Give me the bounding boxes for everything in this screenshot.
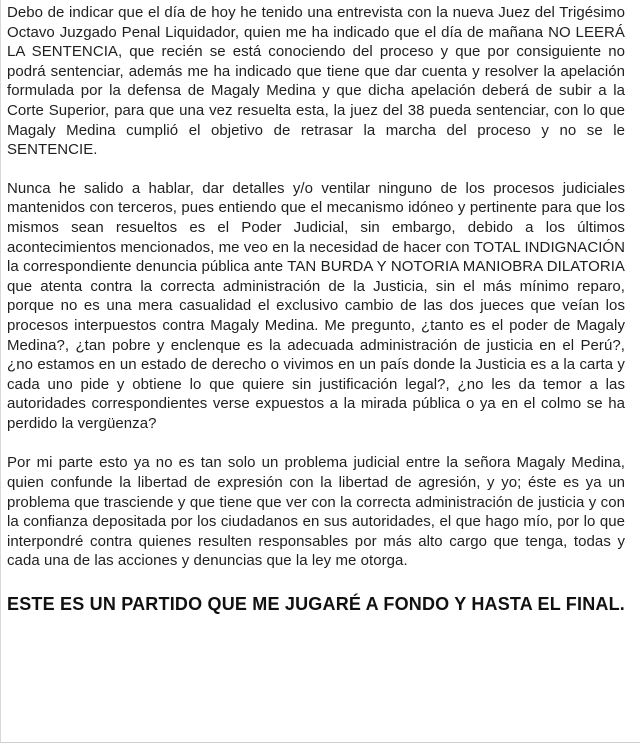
paragraph-2: Nunca he salido a hablar, dar detalles y/o ventilar ninguno de los procesos judiciales mantenidos con terceros, pues entiendo que el mecanismo idóneo y pertinente para que los mismos sean resueltos es el Poder Judicial, sin embargo, debido a los últimos acontecimientos mencionados, me veo en la necesidad de hacer con TOTAL INDIGNACIÓN la correspondiente denuncia pública ante TAN BURDA Y NOTORIA MANIOBRA DILATORIA que atenta contra la correcta administración de la Justicia, sin el más mínimo reparo, porque no es una mera casualidad el exclusivo cambio de las dos jueces que veían los procesos interpuestos contra Magaly Medina. Me pregunto, ¿tanto es el poder de Magaly Medina?, ¿tan pobre y enclenque es la adecuada administración de justicia en el Perú?, ¿no estamos en un estado de derecho o vivimos en un país donde la Justicia es a la carta y cada uno pide y obtiene lo que quiere sin justificación legal?, ¿no les da temor a las autoridades correspondientes verse expuestos a la mirada pública o ya en el colmo se ha perdido la vergüenza? [7, 179, 626, 432]
paragraph-1: Debo de indicar que el día de hoy he tenido una entrevista con la nueva Juez del Trigésimo Octavo Juzgado Penal Liquidador, quien me ha indicado que el día de mañana NO LEERÁ LA SENTENCIA, que recién se está conociendo del proceso y que por consiguiente no podrá sentenciar, además me ha indicado que tiene que dar cuenta y resolver la apelación formulada por la defensa de Magaly Medina y que dicha apelación deberá de subir a la Corte Superior, para que una vez resuelta esta, la juez del 38 pueda sentenciar, con lo que Magaly Medina cumplió el objetivo de retrasar la marcha del proceso y no se le SENTENCIE. [7, 4, 625, 159]
paragraph-3: Por mi parte esto ya no es tan solo un problema judicial entre la señora Magaly Medina, quien confunde la libertad de expresión con la libertad de agresión, y yo; éste es ya un problema que trasciende y que tiene que ver con la correcta administración de justicia y con la confianza depositada por los ciudadanos en sus autoridades, el que hago mío, por lo que interpondré contra quienes resulten responsables por más alto cargo que tenga, todas y cada una de las acciones y denuncias que la ley me otorga. [7, 454, 625, 570]
closing-statement: ESTE ES UN PARTIDO QUE ME JUGARÉ A FONDO Y HASTA EL FINAL. [7, 594, 625, 615]
